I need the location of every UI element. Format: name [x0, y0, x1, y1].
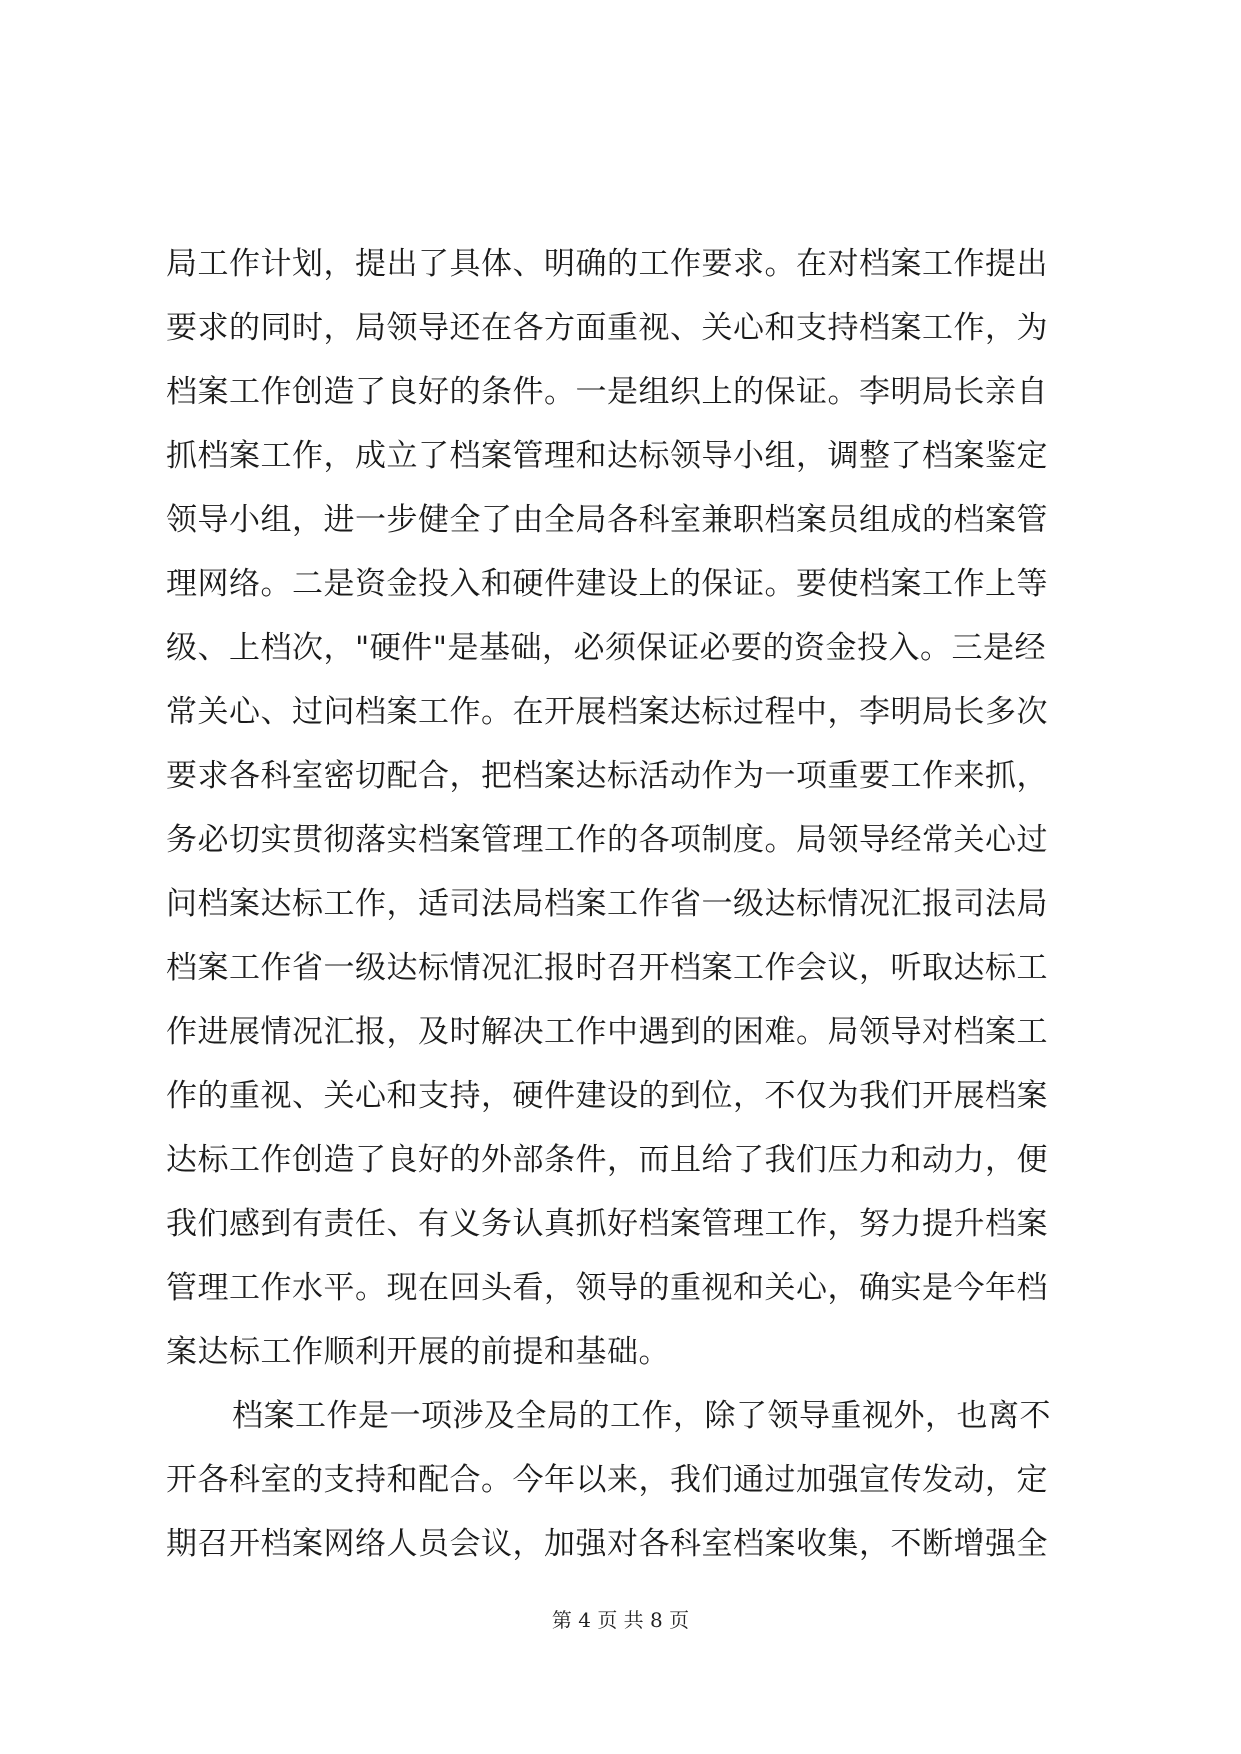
text-line: 我们感到有责任、有义务认真抓好档案管理工作，努力提升档案 — [166, 1206, 1048, 1242]
text-line: 管理工作水平。现在回头看，领导的重视和关心，确实是今年档 — [166, 1270, 1048, 1306]
page-number-footer: 第 4 页 共 8 页 — [551, 1608, 690, 1632]
text-line: 常关心、过问档案工作。在开展档案达标过程中，李明局长多次 — [166, 694, 1048, 730]
text-line: 案达标工作顺利开展的前提和基础。 — [166, 1334, 670, 1370]
text-line: 问档案达标工作，适司法局档案工作省一级达标情况汇报司法局 — [166, 886, 1048, 922]
text-line: 期召开档案网络人员会议，加强对各科室档案收集，不断增强全 — [166, 1526, 1048, 1562]
body-text — [166, 232, 1086, 1576]
paragraph-start-line: 档案工作是一项涉及全局的工作，除了领导重视外，也离不 — [232, 1398, 1051, 1434]
text-line: 级、上档次，"硬件"是基础，必须保证必要的资金投入。三是经 — [166, 630, 1047, 666]
text-line: 务必切实贯彻落实档案管理工作的各项制度。局领导经常关心过 — [166, 822, 1048, 858]
text-line: 局工作计划，提出了具体、明确的工作要求。在对档案工作提出 — [166, 246, 1048, 282]
text-line: 理网络。二是资金投入和硬件建设上的保证。要使档案工作上等 — [166, 566, 1048, 602]
text-line: 达标工作创造了良好的外部条件，而且给了我们压力和动力，便 — [166, 1142, 1048, 1178]
text-line: 抓档案工作，成立了档案管理和达标领导小组，调整了档案鉴定 — [166, 438, 1048, 474]
text-line: 作进展情况汇报，及时解决工作中遇到的困难。局领导对档案工 — [166, 1014, 1048, 1050]
text-line: 作的重视、关心和支持，硬件建设的到位，不仅为我们开展档案 — [166, 1078, 1048, 1114]
text-line: 档案工作省一级达标情况汇报时召开档案工作会议，听取达标工 — [166, 950, 1048, 986]
text-line: 开各科室的支持和配合。今年以来，我们通过加强宣传发动，定 — [166, 1462, 1048, 1498]
text-line: 要求各科室密切配合，把档案达标活动作为一项重要工作来抓， — [166, 758, 1048, 794]
text-line: 要求的同时，局领导还在各方面重视、关心和支持档案工作，为 — [166, 310, 1048, 346]
text-line: 档案工作创造了良好的条件。一是组织上的保证。李明局长亲自 — [166, 374, 1048, 410]
text-line: 领导小组，进一步健全了由全局各科室兼职档案员组成的档案管 — [166, 502, 1048, 538]
